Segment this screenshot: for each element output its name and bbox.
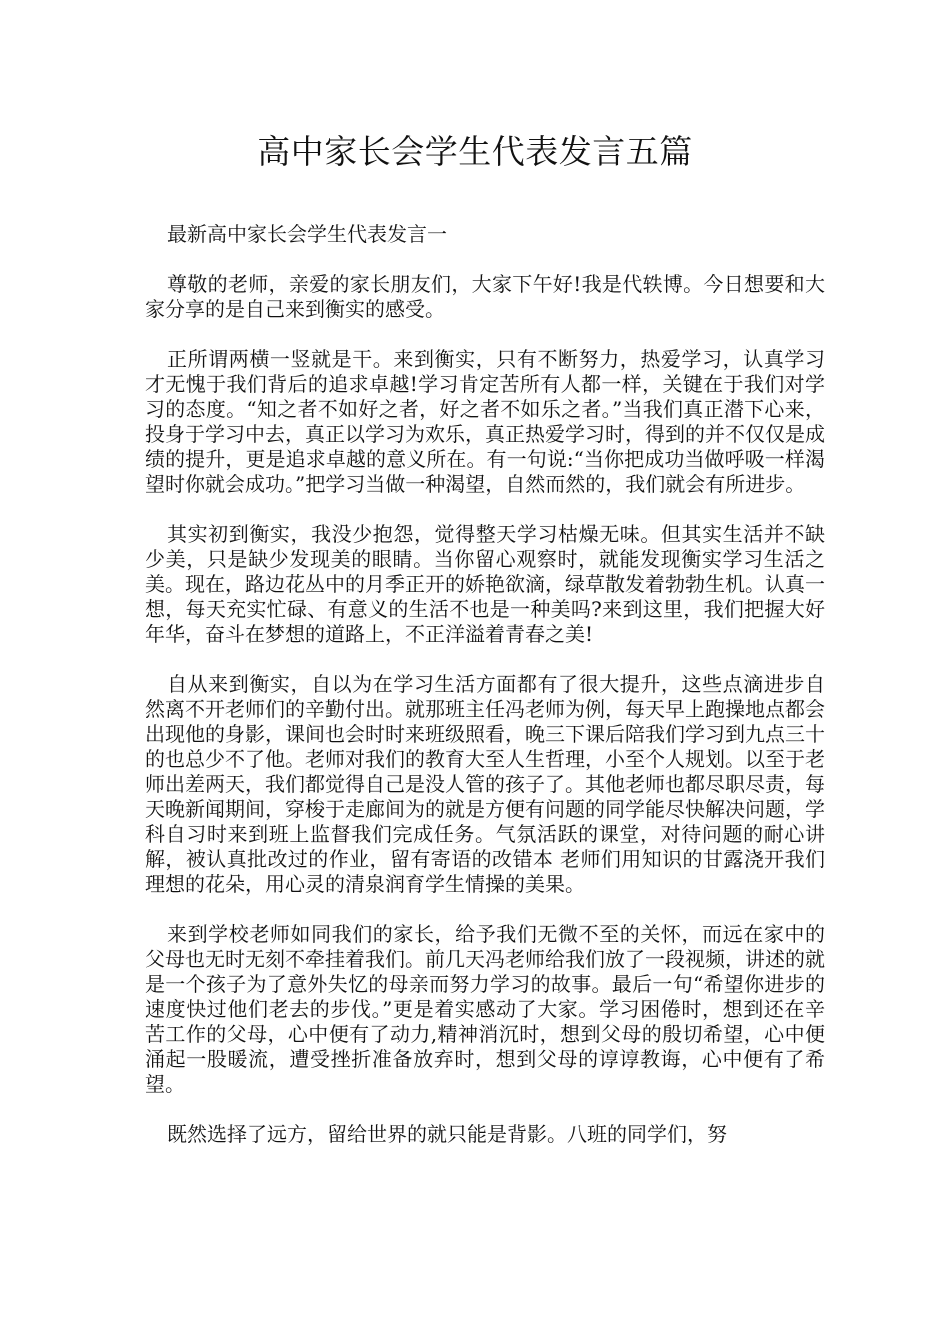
paragraph-3: 其实初到衡实，我没少抱怨，觉得整天学习枯燥无味。但其实生活并不缺少美，只是缺少发现美的眼睛。当你留心观察时，就能发现衡实学习生活之美。现在，路边花丛中的月季正开的娇艳欲滴，绿草散发着勃勃生机。认真一想，每天充实忙碌、有意义的生活不也是一种美吗?来到这里，我们把握大好年华，奋斗在梦想的道路上，不正洋溢着青春之美!	[145, 522, 825, 646]
paragraph-2: 正所谓两横一竖就是干。来到衡实，只有不断努力，热爱学习，认真学习才无愧于我们背后的追求卓越!学习肯定苦所有人都一样，关键在于我们对学习的态度。“知之者不如好之者，好之者不如乐之者。”当我们真正潜下心来，投身于学习中去，真正以学习为欢乐，真正热爱学习时，得到的并不仅仅是成绩的提升，更是追求卓越的意义所在。有一句说:“当你把成功当做呼吸一样渴望时你就会成功。”把学习当做一种渴望，自然而然的，我们就会有所进步。	[145, 347, 825, 496]
document-body	[145, 222, 825, 1172]
paragraph-1: 尊敬的老师，亲爱的家长朋友们，大家下午好!我是代轶博。今日想要和大家分享的是自己来到衡实的感受。	[145, 272, 825, 321]
section-heading: 最新高中家长会学生代表发言一	[167, 222, 447, 246]
paragraph-6: 既然选择了远方，留给世界的就只能是背影。八班的同学们，努	[167, 1122, 727, 1146]
paragraph-4: 自从来到衡实，自以为在学习生活方面都有了很大提升，这些点滴进步自然离不开老师们的辛勤付出。就那班主任冯老师为例，每天早上跑操地点都会出现他的身影，课间也会时时来班级照看，晚三下课后陪我们学习到九点三十的也总少不了他。老师对我们的教育大至人生哲理，小至个人规划。以至于老师出差两天，我们都觉得自己是没人管的孩子了。其他老师也都尽职尽责，每天晚新闻期间，穿梭于走廊间为的就是方便有问题的同学能尽快解决问题，学科自习时来到班上监督我们完成任务。气氛活跃的课堂，对待问题的耐心讲解，被认真批改过的作业，留有寄语的改错本 老师们用知识的甘露浇开我们理想的花朵，用心灵的清泉润育学生情操的美果。	[145, 672, 825, 896]
document-title: 高中家长会学生代表发言五篇	[257, 132, 693, 171]
paragraph-5: 来到学校老师如同我们的家长，给予我们无微不至的关怀，而远在家中的父母也无时无刻不牵挂着我们。前几天冯老师给我们放了一段视频，讲述的就是一个孩子为了意外失忆的母亲而努力学习的故事。最后一句“希望你进步的速度快过他们老去的步伐。”更是着实感动了大家。学习困倦时，想到还在辛苦工作的父母，心中便有了动力,精神消沉时，想到父母的殷切希望，心中便涌起一股暖流，遭受挫折准备放弃时，想到父母的谆谆教诲，心中便有了希望。	[145, 922, 825, 1096]
